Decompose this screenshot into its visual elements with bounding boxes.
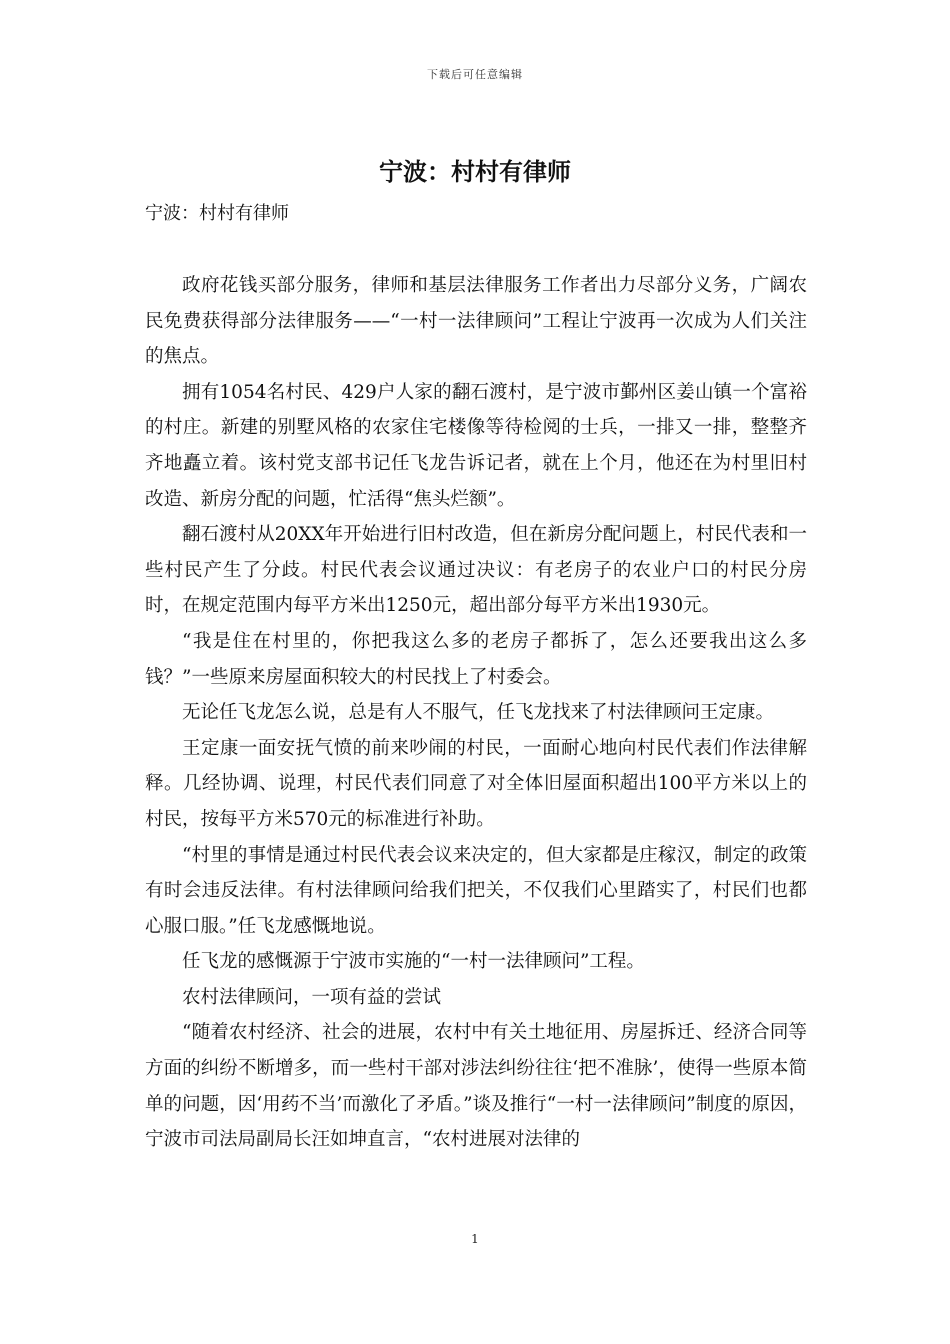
paragraph: “随着农村经济、社会的进展，农村中有关土地征用、房屋拆迁、经济合同等方面的纠纷不断增多，而一些村干部对涉法纠纷往往‘把不准脉’，使得一些原本简单的问题，因‘用药不当’而激化了矛盾。”谈及推行“一村一法律顾问”制度的原因，宁波市司法局副局长汪如坤直言，“农村进展对法律的 xyxy=(145,1022,807,1151)
paragraph: 拥有1054名村民、429户人家的翻石渡村，是宁波市鄞州区姜山镇一个富裕的村庄。新建的别墅风格的农家住宅楼像等待检阅的士兵，一排又一排，整整齐齐地矗立着。该村党支部书记任飞龙告诉记者，就在上个月，他还在为村里旧村改造、新房分配的问题，忙活得“焦头烂额”。 xyxy=(145,381,807,510)
section-heading: 农村法律顾问，一项有益的尝试 xyxy=(182,986,442,1008)
paragraph: 翻石渡村从20XX年开始进行旧村改造，但在新房分配问题上，村民代表和一些村民产生了分歧。村民代表会议通过决议：有老房子的农业户口的村民分房时，在规定范围内每平方米出1250元，超出部分每平方米出1930元。 xyxy=(145,524,807,617)
article-body xyxy=(145,268,807,1158)
paragraph: 政府花钱买部分服务，律师和基层法律服务工作者出力尽部分义务，广阔农民免费获得部分法律服务——“一村一法律顾问”工程让宁波再一次成为人们关注的焦点。 xyxy=(145,275,807,368)
document-title: 宁波：村村有律师 xyxy=(379,158,571,186)
paragraph: “村里的事情是通过村民代表会议来决定的，但大家都是庄稼汉，制定的政策有时会违反法律。有村法律顾问给我们把关，不仅我们心里踏实了，村民们也都心服口服。”任飞龙感慨地说。 xyxy=(145,844,807,937)
document-subtitle: 宁波：村村有律师 xyxy=(145,203,289,224)
header-note: 下载后可任意编辑 xyxy=(427,68,523,81)
paragraph: 无论任飞龙怎么说，总是有人不服气，任飞龙找来了村法律顾问王定康。 xyxy=(182,702,775,724)
paragraph: 任飞龙的感慨源于宁波市实施的“一村一法律顾问”工程。 xyxy=(182,951,645,973)
paragraph: “我是住在村里的，你把我这么多的老房子都拆了，怎么还要我出这么多钱？”一些原来房屋面积较大的村民找上了村委会。 xyxy=(145,630,807,688)
paragraph: 王定康一面安抚气愤的前来吵闹的村民，一面耐心地向村民代表们作法律解释。几经协调、说理，村民代表们同意了对全体旧屋面积超出100平方米以上的村民，按每平方米570元的标准进行补助。 xyxy=(145,737,807,830)
page-number: 1 xyxy=(471,1232,479,1246)
